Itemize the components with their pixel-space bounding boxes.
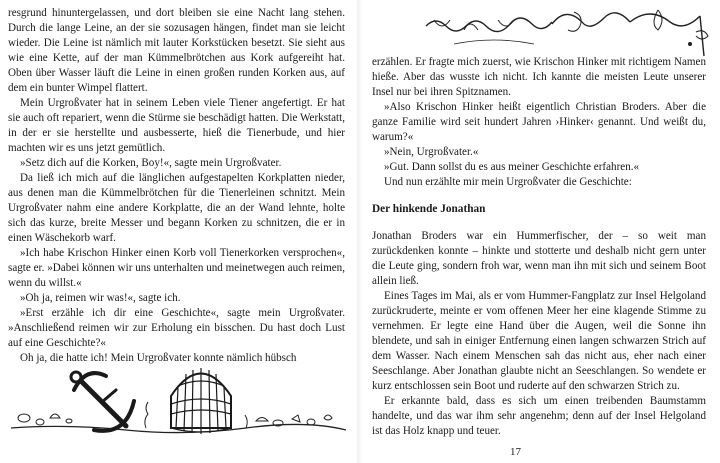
paragraph: »Ich habe Krischon Hinker einen Korb voll Tienerkorken versprochen«, sagte er. »Dabei können wir uns unterhalten und meinetwegen auch reimen, wenn du willst.« <box>8 247 345 289</box>
seabed-illustration <box>6 346 351 456</box>
paragraph: resgrund hinuntergelassen, und dort bleiben sie eine Nacht lang stehen. Durch die lange Leine, an der sie sozusagen hängen, findet man sie leicht wieder. Die Leine ist nämlich mit lauter Korkstücken besetzt. Sie sieht aus wie eine Kette, auf der man Kümmelbrötchen aus Kork aufgereiht hat. Oben über Wasser läuft die Leine in einen großen runden Korken aus, auf dem ein bunter Wimpel flattert. <box>8 7 345 94</box>
paragraph: »Nein, Urgroßvater.« <box>384 146 479 158</box>
anchor-icon <box>71 372 134 431</box>
left-page-text <box>8 6 345 366</box>
paragraph: »Erst erzähle ich dir eine Geschichte«, sagte mein Urgroßvater. »Anschließend reimen wir zur Erholung ein bisschen. Du hast doch Lust auf eine Geschichte?« <box>8 307 345 349</box>
left-page <box>0 0 355 463</box>
chapter-heading: Der hinkende Jonathan <box>372 203 486 215</box>
gutter <box>357 0 363 463</box>
paragraph: »Also Krischon Hinker heißt eigentlich Christian Broders. Aber die ganze Familie wird seit hundert Jahren ›Hinker‹ genannt. Und weißt du, warum?« <box>372 101 706 143</box>
right-page <box>364 0 720 463</box>
paragraph: Er erkannte bald, dass es sich um einen treibenden Baumstamm handelte, und das war ihm sehr angenehm; denn auf der Insel Helgoland ist das Holz knapp und teuer. <box>372 395 706 437</box>
paragraph: »Setz dich auf die Korken, Boy!«, sagte mein Urgroßvater. <box>20 157 282 169</box>
page-number: 17 <box>510 446 521 458</box>
paragraph: erzählen. Er fragte mich zuerst, wie Krischon Hinker mit richtigem Namen hieße. Aber das wusste ich nicht. Ich kannte die meisten Leute unserer Insel nur bei ihren Spitznamen. <box>372 56 706 98</box>
paragraph: Da ließ ich mich auf die länglichen aufgestapelten Korkplatten nieder, aus denen man die Kümmelbrötchen für die Tienerleinen schnitzt. Mein Urgroßvater nahm eine andere Korkplatte, die an der Wand lehnte, holte sich das kurze, breite Messer und begann Korken zu schnitzen, die er in einen Wäschekorb warf. <box>8 172 345 244</box>
paragraph: Jonathan Broders war ein Hummerfischer, der – so weit man zurückdenken konnte – hinkte und stotterte und deshalb nicht gern unter die Leute ging, sondern froh war, wenn man ihn mit sich und seinem Boot allein ließ. <box>372 230 706 287</box>
paragraph: »Gut. Dann sollst du es aus meiner Geschichte erfahren.« <box>384 161 640 173</box>
paragraph: Mein Urgroßvater hat in seinem Leben viele Tiener angefertigt. Er hat sie auch oft repariert, wenn die Stürme sie beschädigt hatten. Die Werkstatt, in der er sie herstellte und ausbesserte, hieß die Tienerbude, und hier machten wir es uns jetzt gemütlich. <box>8 97 345 154</box>
paragraph: Oh ja, die hatte ich! Mein Urgroßvater konnte nämlich hübsch <box>20 352 297 364</box>
paragraph: »Oh ja, reimen wir was!«, sagte ich. <box>20 292 181 304</box>
paragraph: Eines Tages im Mai, als er vom Hummer-Fangplatz zur Insel Helgoland zurückruderte, meinte er vom offenen Meer her eine klagende Stimme zu vernehmen. Er legte eine Hand über die Augen, weil die Sonne ihn blendete, und sah in einiger Entfernung einen langen schwarzen Strich auf dem Wasser. Nach einem Menschen sah das nicht aus, eher nach einer Seeschlange. Aber Jonathan glaubte nicht an Seeschlangen. So wendete er kurz entschlossen sein Boot und ruderte auf den schwarzen Strich zu. <box>372 290 706 392</box>
lobster-trap-icon <box>171 368 231 434</box>
right-page-text <box>372 55 706 439</box>
paragraph: Und nun erzählte mir mein Urgroßvater die Geschichte: <box>384 176 632 188</box>
